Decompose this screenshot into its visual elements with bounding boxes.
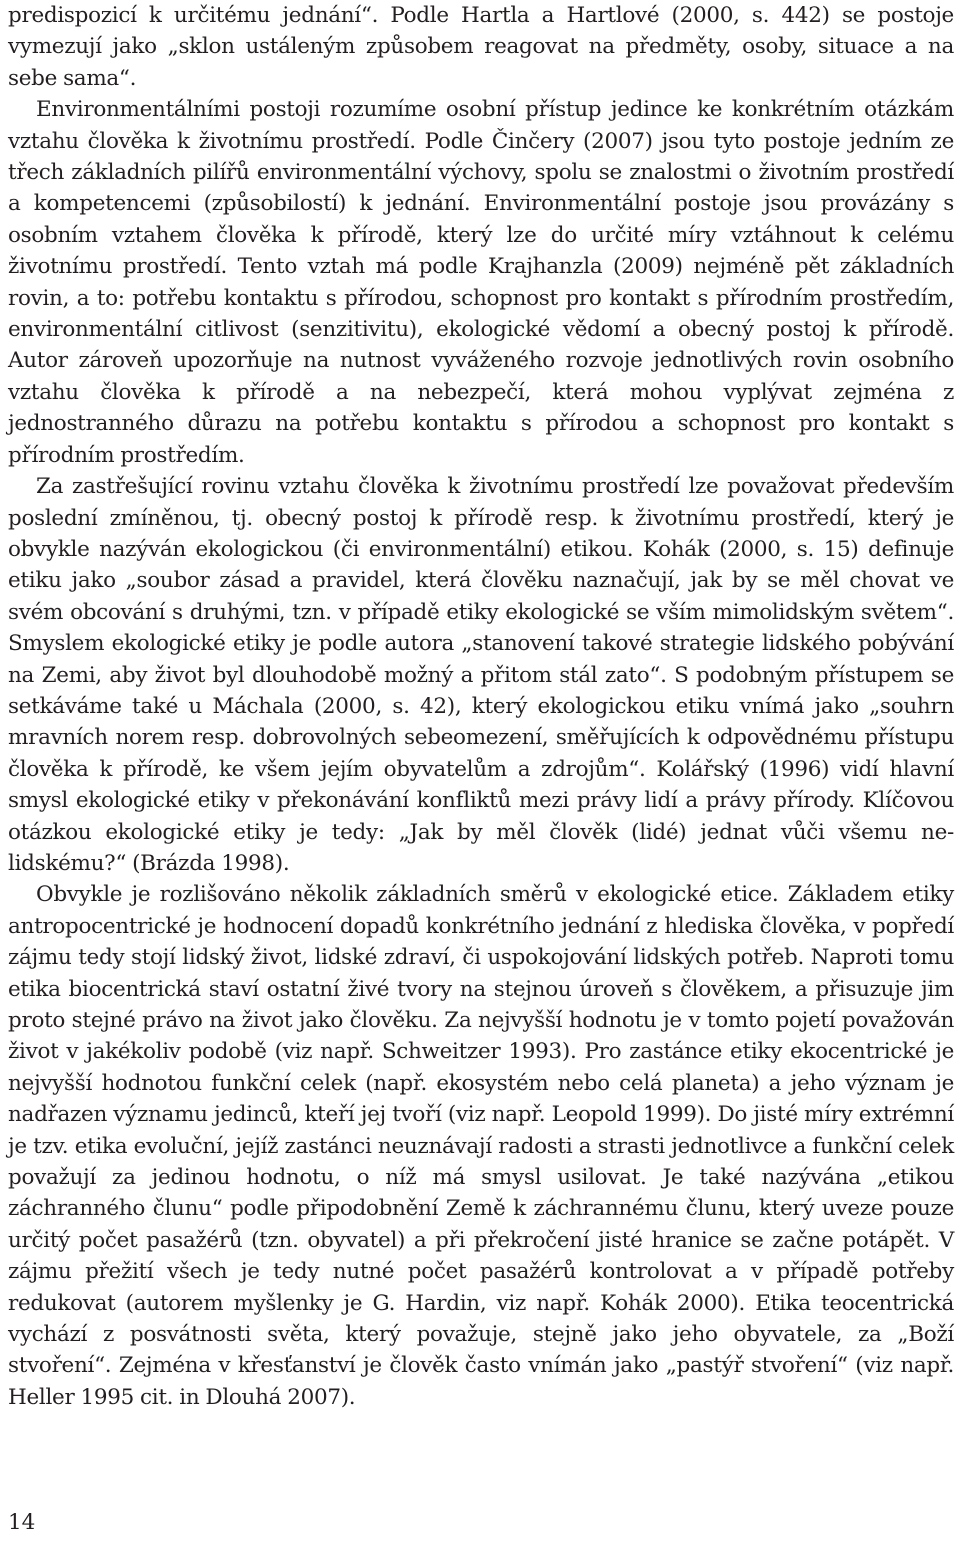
paragraph-ecological-ethics: Za zastřešující rovinu vztahu člověka k životnímu prostředí lze považovat především poslední zmíněnou, tj. obecný postoj k přírodě resp. k životnímu prostředí, který je obvykle nazýván ekologickou (či environmentální) etikou. Kohák (2000, s. 15) definuje etiku jako „soubor zásad a pravidel, která člověku naznačují, jak by se měl chovat ve svém obcování s druhými, tzn. v případě etiky ekologické se vším mimolidským světem“. Smyslem ekologické etiky je podle autora „stanovení takové strategie lidského pobývání na Zemi, aby život byl dlouhodobě možný a přitom stál zato“. S podobným přístupem se setkáváme také u Máchala (2000, s. 42), který ekologickou etiku vnímá jako „souhrn mravních norem resp. dobrovolných sebeomezení, směřujících k odpovědnému přístupu člověka k přírodě, ke všem jejím obyvatelům a zdrojům“. Kolářský (1996) vidí hlavní smysl ekologické etiky v překonávání konfliktů mezi právy lidí a právy přírody. Klíčovou otázkou ekologické etiky je tedy: „Jak by měl člověk (lidé) jednat vůči všemu ne-lidskému?“ (Brázda 1998).: [8, 474, 954, 876]
page-body: [8, 0, 954, 1413]
page-number: 14: [8, 1510, 36, 1535]
paragraph-environmental-attitudes: Environmentálními postoji rozumíme osobní přístup jedince ke konkrétním otázkám vztahu člověka k životnímu prostředí. Podle Činčery (2007) jsou tyto postoje jedním ze třech základních pilířů environmentální výchovy, spolu se znalostmi o životním prostředí a kompetencemi (způsobilostí) k jednání. Environmentální postoje jsou provázány s osobním vztahem člověka k přírodě, který lze do určité míry vztáhnout k celému životnímu prostředí. Tento vztah má podle Krajhanzla (2009) nejméně pět základních rovin, a to: potřebu kontaktu s přírodou, schopnost pro kontakt s přírodním prostředím, environmentální citlivost (senzitivitu), ekologické vědomí a obecný postoj k přírodě. Autor zároveň upozorňuje na nutnost vyváženého rozvoje jednotlivých rovin osobního vztahu člověka k přírodě a na nebezpečí, která mohou vyplývat zejména z jednostranného důrazu na potřebu kontaktu s přírodou a schopnost pro kontakt s přírodním prostředím.: [8, 97, 954, 468]
paragraph-ethics-directions: Obvykle je rozlišováno několik základních směrů v ekologické etice. Základem etiky antropocentrické je hodnocení dopadů konkrétního jednání z hlediska člověka, v popředí zájmu tedy stojí lidský život, lidské zdraví, či uspokojování lidských potřeb. Naproti tomu etika biocentrická staví ostatní živé tvory na stejnou úroveň s člověkem, a přisuzuje jim proto stejné právo na život jako člověku. Za nejvyšší hodnotu je v tomto pojetí považován život v jakékoliv podobě (viz např. Schweitzer 1993). Pro zastánce etiky ekocentrické je nejvyšší hodnotou funkční celek (např. ekosystém nebo celá planeta) a jeho význam je nadřazen významu jedinců, kteří jej tvoří (viz např. Leopold 1999). Do jisté míry extrémní je tzv. etika evoluční, jejíž zastánci neuznávají radosti a strasti jednotlivce a funkční celek považují za jedinou hodnotu, o níž má smysl usilovat. Je také nazývána „etikou záchranného člunu“ podle připodobnění Země k záchrannému člunu, který uveze pouze určitý počet pasažérů (tzn. obyvatel) a při překročení jisté hranice se začne potápět. V zájmu přežití všech je tedy nutné počet pasažérů kontrolovat a v případě potřeby redukovat (autorem myšlenky je G. Hardin, viz např. Kohák 2000). Etika teocentrická vychází z posvátnosti světa, který považuje, stejně jako jeho obyvatele, za „Boží stvoření“. Zejména v křesťanství je člověk často vnímán jako „pastýř stvoření“ (viz např. Heller 1995 cit. in Dlouhá 2007).: [8, 882, 954, 1410]
paragraph-continuation: predispozicí k určitému jednání“. Podle Hartla a Hartlové (2000, s. 442) se postoje vymezují jako „sklon ustáleným způsobem reagovat na předměty, osoby, situace a na sebe sama“.: [8, 3, 954, 91]
